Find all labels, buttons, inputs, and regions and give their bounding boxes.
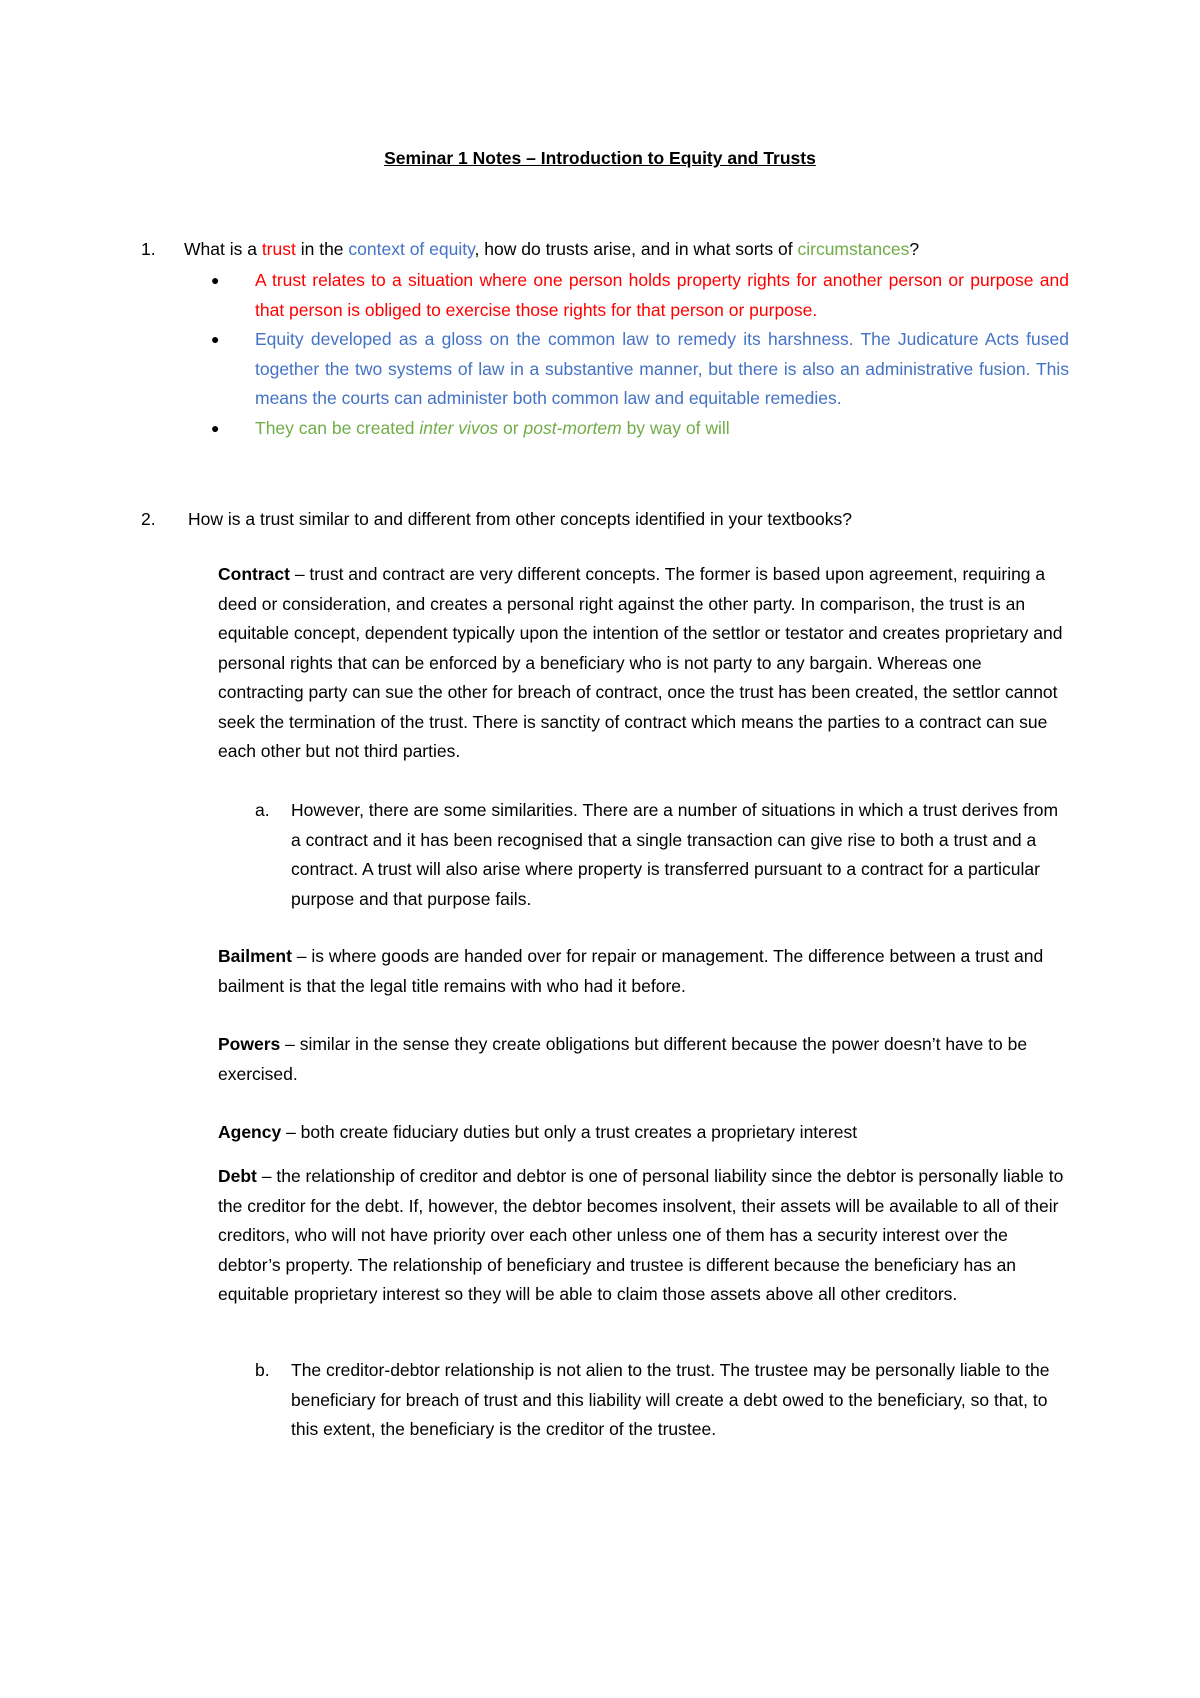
powers-text: – similar in the sense they create obligations but different because the power doesn’t have to be exercised.: [218, 1034, 1028, 1084]
powers-heading: Powers: [218, 1034, 281, 1054]
bailment-text: – is where goods are handed over for repair or management. The difference between a trust and bailment is that the legal title remains with who had it before.: [218, 946, 1044, 996]
bullet-icon: [211, 325, 219, 355]
debt-sub-point: [255, 1356, 1065, 1445]
bullet-icon: [211, 414, 219, 444]
question-1-answers: [211, 266, 1069, 443]
question-1: [141, 235, 1061, 265]
question-1-part: ?: [909, 239, 920, 259]
agency-section: [218, 1118, 1068, 1148]
question-2-number: 2.: [141, 509, 156, 529]
answer-bullet-creation: [211, 414, 1069, 444]
bailment-heading: Bailment: [218, 946, 292, 966]
question-1-part: in the: [295, 239, 349, 259]
sub-point-letter: a.: [255, 800, 270, 820]
question-1-equity-term: context of equity: [348, 239, 475, 259]
answer-text: by way of will: [621, 417, 730, 438]
question-1-trust-term: trust: [261, 239, 296, 259]
powers-section: [218, 1030, 1068, 1089]
answer-bullet-trust-definition: [211, 266, 1069, 325]
sub-point-letter: b.: [255, 1360, 270, 1380]
answer-emphasis: inter vivos: [419, 417, 499, 438]
question-1-circumstances-term: circumstances: [797, 239, 910, 259]
debt-heading: Debt: [218, 1166, 257, 1186]
sub-point-text: However, there are some similarities. There are a number of situations in which a trust derives from a contract and it has been recognised that a single transaction can give rise to both a trust and a contract. A trust will also arise where property is transferred pursuant to a contract for a particular purpose and that purpose fails.: [291, 800, 1059, 909]
bailment-section: [218, 942, 1068, 1001]
question-1-text: [184, 235, 919, 264]
question-1-part: What is a: [184, 239, 262, 259]
answer-text: or: [498, 417, 524, 438]
debt-text: – the relationship of creditor and debtor is one of personal liability since the debtor is personally liable to the creditor for the debt. If, however, the debtor becomes insolvent, their assets will be available to all of their creditors, who will not have priority over each other unless one of them has a security interest over the debtor’s property. The relationship of beneficiary and trustee is different because the beneficiary has an equitable proprietary interest so they will be able to claim those assets above all other creditors.: [218, 1166, 1064, 1304]
question-2: [141, 505, 1061, 535]
answer-emphasis: post-mortem: [523, 417, 622, 438]
page-title: Seminar 1 Notes – Introduction to Equity and Trusts: [384, 148, 816, 168]
question-1-part: , how do trusts arise, and in what sorts of: [474, 239, 798, 259]
sub-point-text: The creditor-debtor relationship is not alien to the trust. The trustee may be personally liable to the beneficiary for breach of trust and this liability will create a debt owed to the beneficiary, so that, to this extent, the beneficiary is the creditor of the trustee.: [291, 1360, 1050, 1439]
agency-text: – both create fiduciary duties but only a trust creates a proprietary interest: [281, 1122, 858, 1142]
contract-heading: Contract: [218, 564, 290, 584]
answer-bullet-equity-development: [211, 325, 1069, 414]
debt-section: [218, 1162, 1068, 1310]
question-1-number: 1.: [141, 239, 156, 259]
contract-sub-point: [255, 796, 1065, 914]
agency-heading: Agency: [218, 1122, 282, 1142]
answer-text: A trust relates to a situation where one person holds property rights for another person or purpose and that person is obliged to exercise those rights for that person or purpose.: [255, 270, 1069, 320]
answer-text: They can be created: [255, 417, 420, 438]
contract-section: [218, 560, 1068, 767]
question-2-text: How is a trust similar to and different from other concepts identified in your textbooks?: [188, 509, 853, 529]
answer-text: Equity developed as a gloss on the common law to remedy its harshness. The Judicature Acts fused together the two systems of law in a substantive manner, but there is also an administrative fusion. This means the courts can administer both common law and equitable remedies.: [255, 329, 1069, 408]
contract-text: – trust and contract are very different concepts. The former is based upon agreement, requiring a deed or consideration, and creates a personal right against the other party. In comparison, the trust is an equitable concept, dependent typically upon the intention of the settlor or testator and creates proprietary and personal rights that can be enforced by a beneficiary who is not party to any bargain. Whereas one contracting party can sue the other for breach of contract, once the trust has been created, the settlor cannot seek the termination of the trust. There is sanctity of contract which means the parties to a contract can sue each other but not third parties.: [218, 564, 1063, 761]
bullet-icon: [211, 266, 219, 296]
